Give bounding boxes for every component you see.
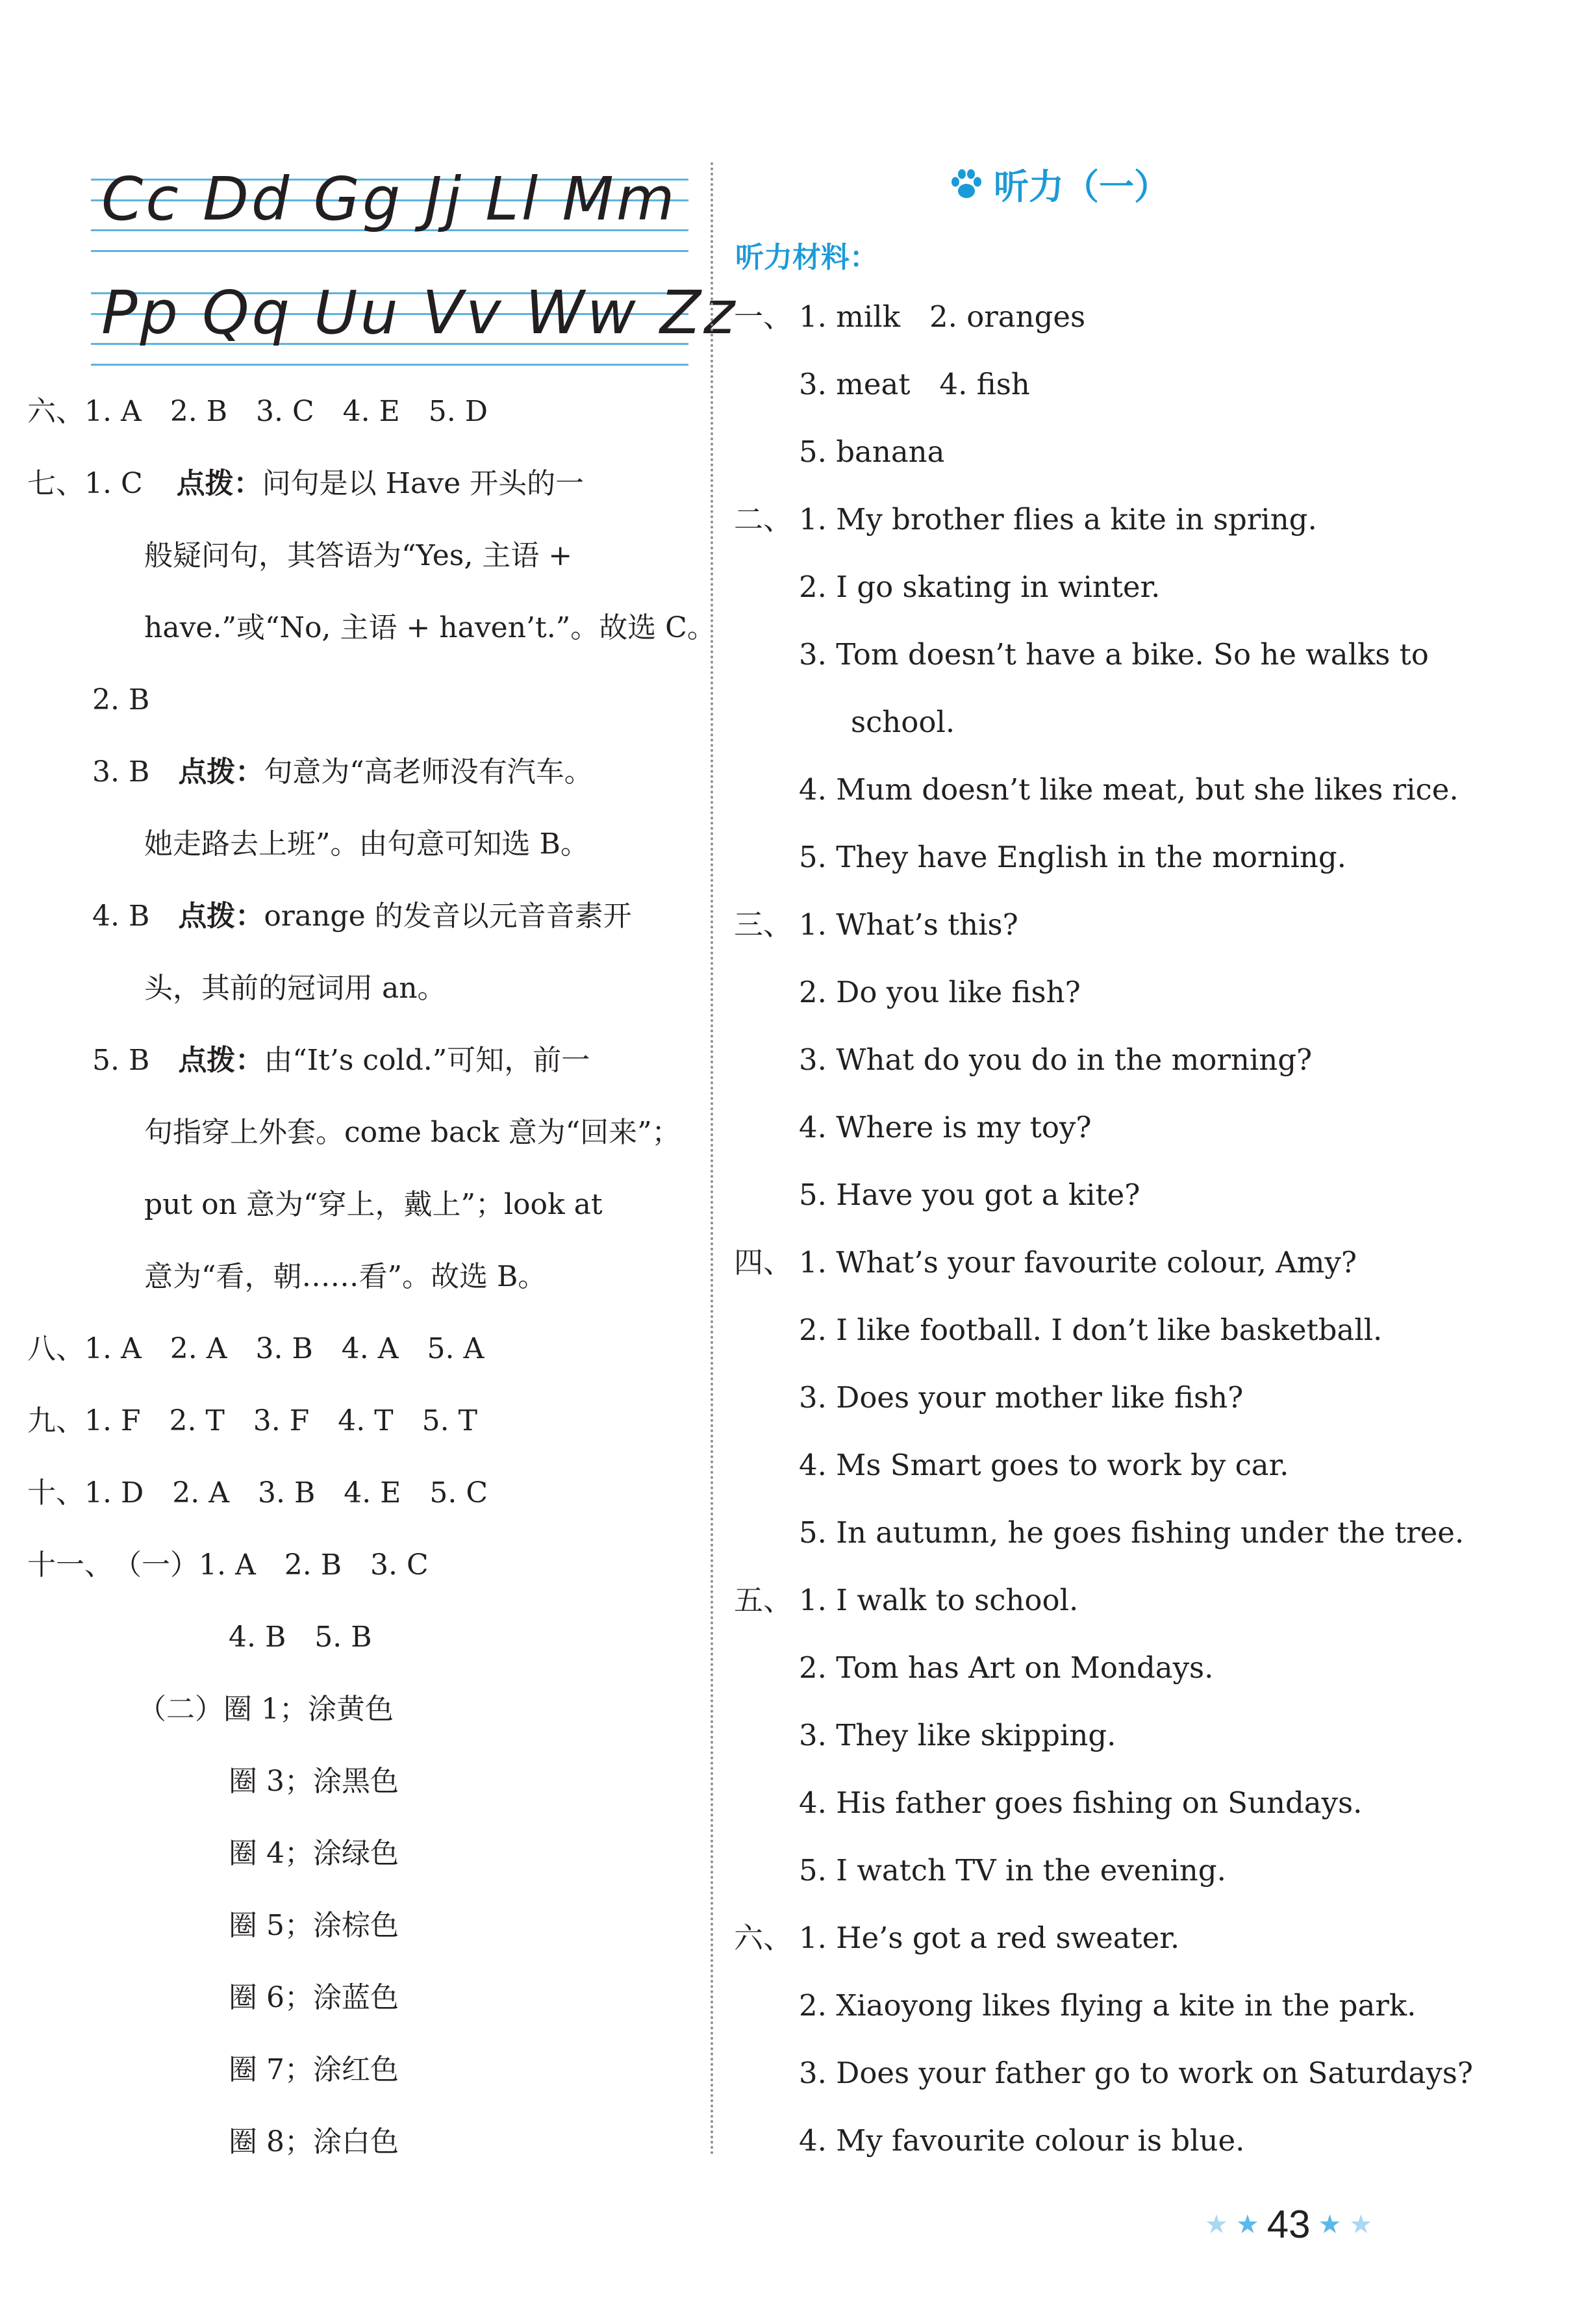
section-label: 六、 — [734, 1921, 793, 1955]
listening-text: 1. What’s your favourite colour, Amy? — [799, 1245, 1357, 1280]
answer-text: 圈 4；涂绿色 — [229, 1837, 399, 1870]
handwriting-row-2 — [91, 278, 738, 370]
tip-text: put on 意为“穿上，戴上”；look at — [144, 1188, 603, 1221]
answer-line — [92, 755, 593, 789]
section-label: 十一、 — [27, 1548, 113, 1582]
star-icon: ★ — [1205, 2210, 1228, 2239]
listening-text: 1. I walk to school. — [799, 1583, 1079, 1617]
listening-text: 3. What do you do in the morning? — [799, 1042, 1313, 1077]
listening-text: 3. They like skipping. — [799, 1718, 1116, 1752]
tip-label: 点拨： — [178, 900, 264, 933]
tip-text: 头，其前的冠词用 an。 — [144, 972, 446, 1005]
listening-text: 5. Have you got a kite? — [799, 1178, 1140, 1212]
listening-text: 1. milk 2. oranges — [799, 299, 1086, 334]
part-label: （二） — [138, 1693, 223, 1726]
section-label: 九、 — [27, 1404, 84, 1437]
page-number: 43 — [1266, 2203, 1311, 2246]
listening-text: 4. Ms Smart goes to work by car. — [799, 1448, 1289, 1482]
guide-line — [91, 250, 688, 252]
tip-text: have.”或“No, 主语 + haven’t.”。故选 C。 — [144, 611, 716, 644]
answer-text: 1. A 2. B 3. C 4. E 5. D — [84, 395, 488, 428]
listening-line — [734, 299, 1086, 334]
tip-label: 点拨： — [176, 467, 262, 500]
tip-text: orange 的发音以元音音素开 — [264, 900, 632, 933]
listening-text: school. — [851, 705, 955, 739]
tip-text: 由“It’s cold.”可知，前一 — [264, 1044, 590, 1077]
listening-text: 3. meat 4. fish — [799, 367, 1030, 401]
section-label: 五、 — [734, 1583, 793, 1617]
answer-line — [138, 1695, 394, 1724]
answer-number: 4. B — [92, 900, 150, 933]
tip-text: 句意为“高老师没有汽车。 — [264, 755, 593, 789]
listening-text: 2. I go skating in winter. — [799, 570, 1161, 604]
answer-number: 5. B — [92, 1044, 150, 1077]
listening-text: 1. He’s got a red sweater. — [799, 1921, 1180, 1955]
section-label: 二、 — [734, 502, 793, 537]
section-label: 一、 — [734, 299, 793, 334]
page-number-area — [1205, 2202, 1372, 2247]
answer-text: 圈 3；涂黑色 — [229, 1765, 399, 1798]
answer-line — [27, 1404, 477, 1437]
tip-label: 点拨： — [178, 755, 264, 789]
section-label: 六、 — [27, 395, 84, 428]
tip-label: 点拨： — [178, 1044, 264, 1077]
materials-heading: 听力材料： — [735, 241, 878, 274]
answer-text: 圈 8；涂白色 — [229, 2125, 399, 2158]
answer-text: 圈 7；涂红色 — [229, 2053, 399, 2086]
listening-line — [734, 1585, 1078, 1615]
tip-text: 她走路去上班”。由句意可知选 B。 — [144, 827, 589, 861]
listening-text: 2. Tom has Art on Mondays. — [799, 1650, 1214, 1685]
listening-text: 3. Tom doesn’t have a bike. So he walks to — [799, 637, 1429, 672]
listening-text: 4. His father goes fishing on Sundays. — [799, 1786, 1363, 1820]
tip-text: 般疑问句，其答语为“Yes, 主语 + — [144, 539, 573, 572]
answer-number: 3. B — [92, 755, 150, 789]
answer-line — [92, 902, 632, 931]
answer-text: 圈 1；涂黄色 — [223, 1693, 394, 1726]
listening-text: 3. Does your mother like fish? — [799, 1380, 1244, 1415]
answer-text: 4. B 5. B — [229, 1621, 372, 1654]
answer-text: 1. D 2. A 3. B 4. E 5. C — [84, 1476, 488, 1509]
listening-line — [734, 1245, 1357, 1280]
paw-icon — [948, 166, 985, 203]
listening-line — [734, 1921, 1180, 1955]
page-title: 听力（一） — [994, 166, 1169, 207]
answer-text: 圈 5；涂棕色 — [229, 1909, 399, 1942]
guide-line — [91, 364, 688, 366]
star-icon: ★ — [1318, 2210, 1342, 2239]
answer-line — [92, 1046, 590, 1075]
star-icon: ★ — [1235, 2210, 1259, 2239]
tip-text: 问句是以 Have 开头的一 — [262, 467, 585, 500]
listening-text: 5. I watch TV in the evening. — [799, 1853, 1226, 1888]
listening-text: 5. In autumn, he goes fishing under the tree. — [799, 1515, 1465, 1550]
answer-line — [27, 395, 488, 428]
listening-text: 4. Mum doesn’t like meat, but she likes rice. — [799, 772, 1459, 807]
answer-text: 1. A 2. A 3. B 4. A 5. A — [84, 1332, 485, 1365]
section-label: 八、 — [27, 1332, 84, 1365]
listening-text: 1. My brother flies a kite in spring. — [799, 502, 1317, 537]
answer-number: 1. C — [84, 467, 143, 500]
answer-line — [27, 1548, 429, 1582]
tip-text: 意为“看，朝……看”。故选 B。 — [144, 1260, 547, 1293]
listening-line — [734, 502, 1317, 537]
part-label: （一） — [113, 1548, 199, 1582]
listening-text: 3. Does your father go to work on Saturdays? — [799, 2056, 1474, 2090]
column-divider — [711, 162, 713, 2156]
listening-text: 1. What’s this? — [799, 907, 1018, 942]
listening-text: 2. I like football. I don’t like basketball. — [799, 1313, 1383, 1347]
section-label: 十、 — [27, 1476, 84, 1509]
handwriting-letters: Pp Qq Uu Vv Ww Zz — [101, 278, 738, 347]
answer-line — [27, 1476, 488, 1509]
listening-title — [948, 159, 1169, 209]
answer-line — [27, 1332, 485, 1365]
section-label: 七、 — [27, 467, 84, 500]
listening-text: 2. Do you like fish? — [799, 975, 1081, 1009]
listening-text: 5. They have English in the morning. — [799, 840, 1346, 874]
section-label: 四、 — [734, 1245, 793, 1280]
listening-text: 4. My favourite colour is blue. — [799, 2123, 1245, 2158]
section-label: 三、 — [734, 907, 793, 942]
handwriting-row-1 — [91, 164, 688, 257]
answer-number: 2. B — [92, 683, 150, 716]
answer-text: 1. A 2. B 3. C — [199, 1548, 429, 1582]
listening-text: 4. Where is my toy? — [799, 1110, 1092, 1144]
listening-text: 2. Xiaoyong likes flying a kite in the park. — [799, 1988, 1417, 2023]
answer-text: 1. F 2. T 3. F 4. T 5. T — [84, 1404, 477, 1437]
handwriting-letters: Cc Dd Gg Jj Ll Mm — [101, 164, 677, 234]
tip-text: 句指穿上外套。come back 意为“回来”； — [144, 1116, 681, 1149]
listening-text: 5. banana — [799, 435, 945, 469]
answer-text: 圈 6；涂蓝色 — [229, 1981, 399, 2014]
star-icon: ★ — [1349, 2210, 1373, 2239]
listening-line — [734, 907, 1018, 942]
answer-line — [27, 467, 585, 500]
